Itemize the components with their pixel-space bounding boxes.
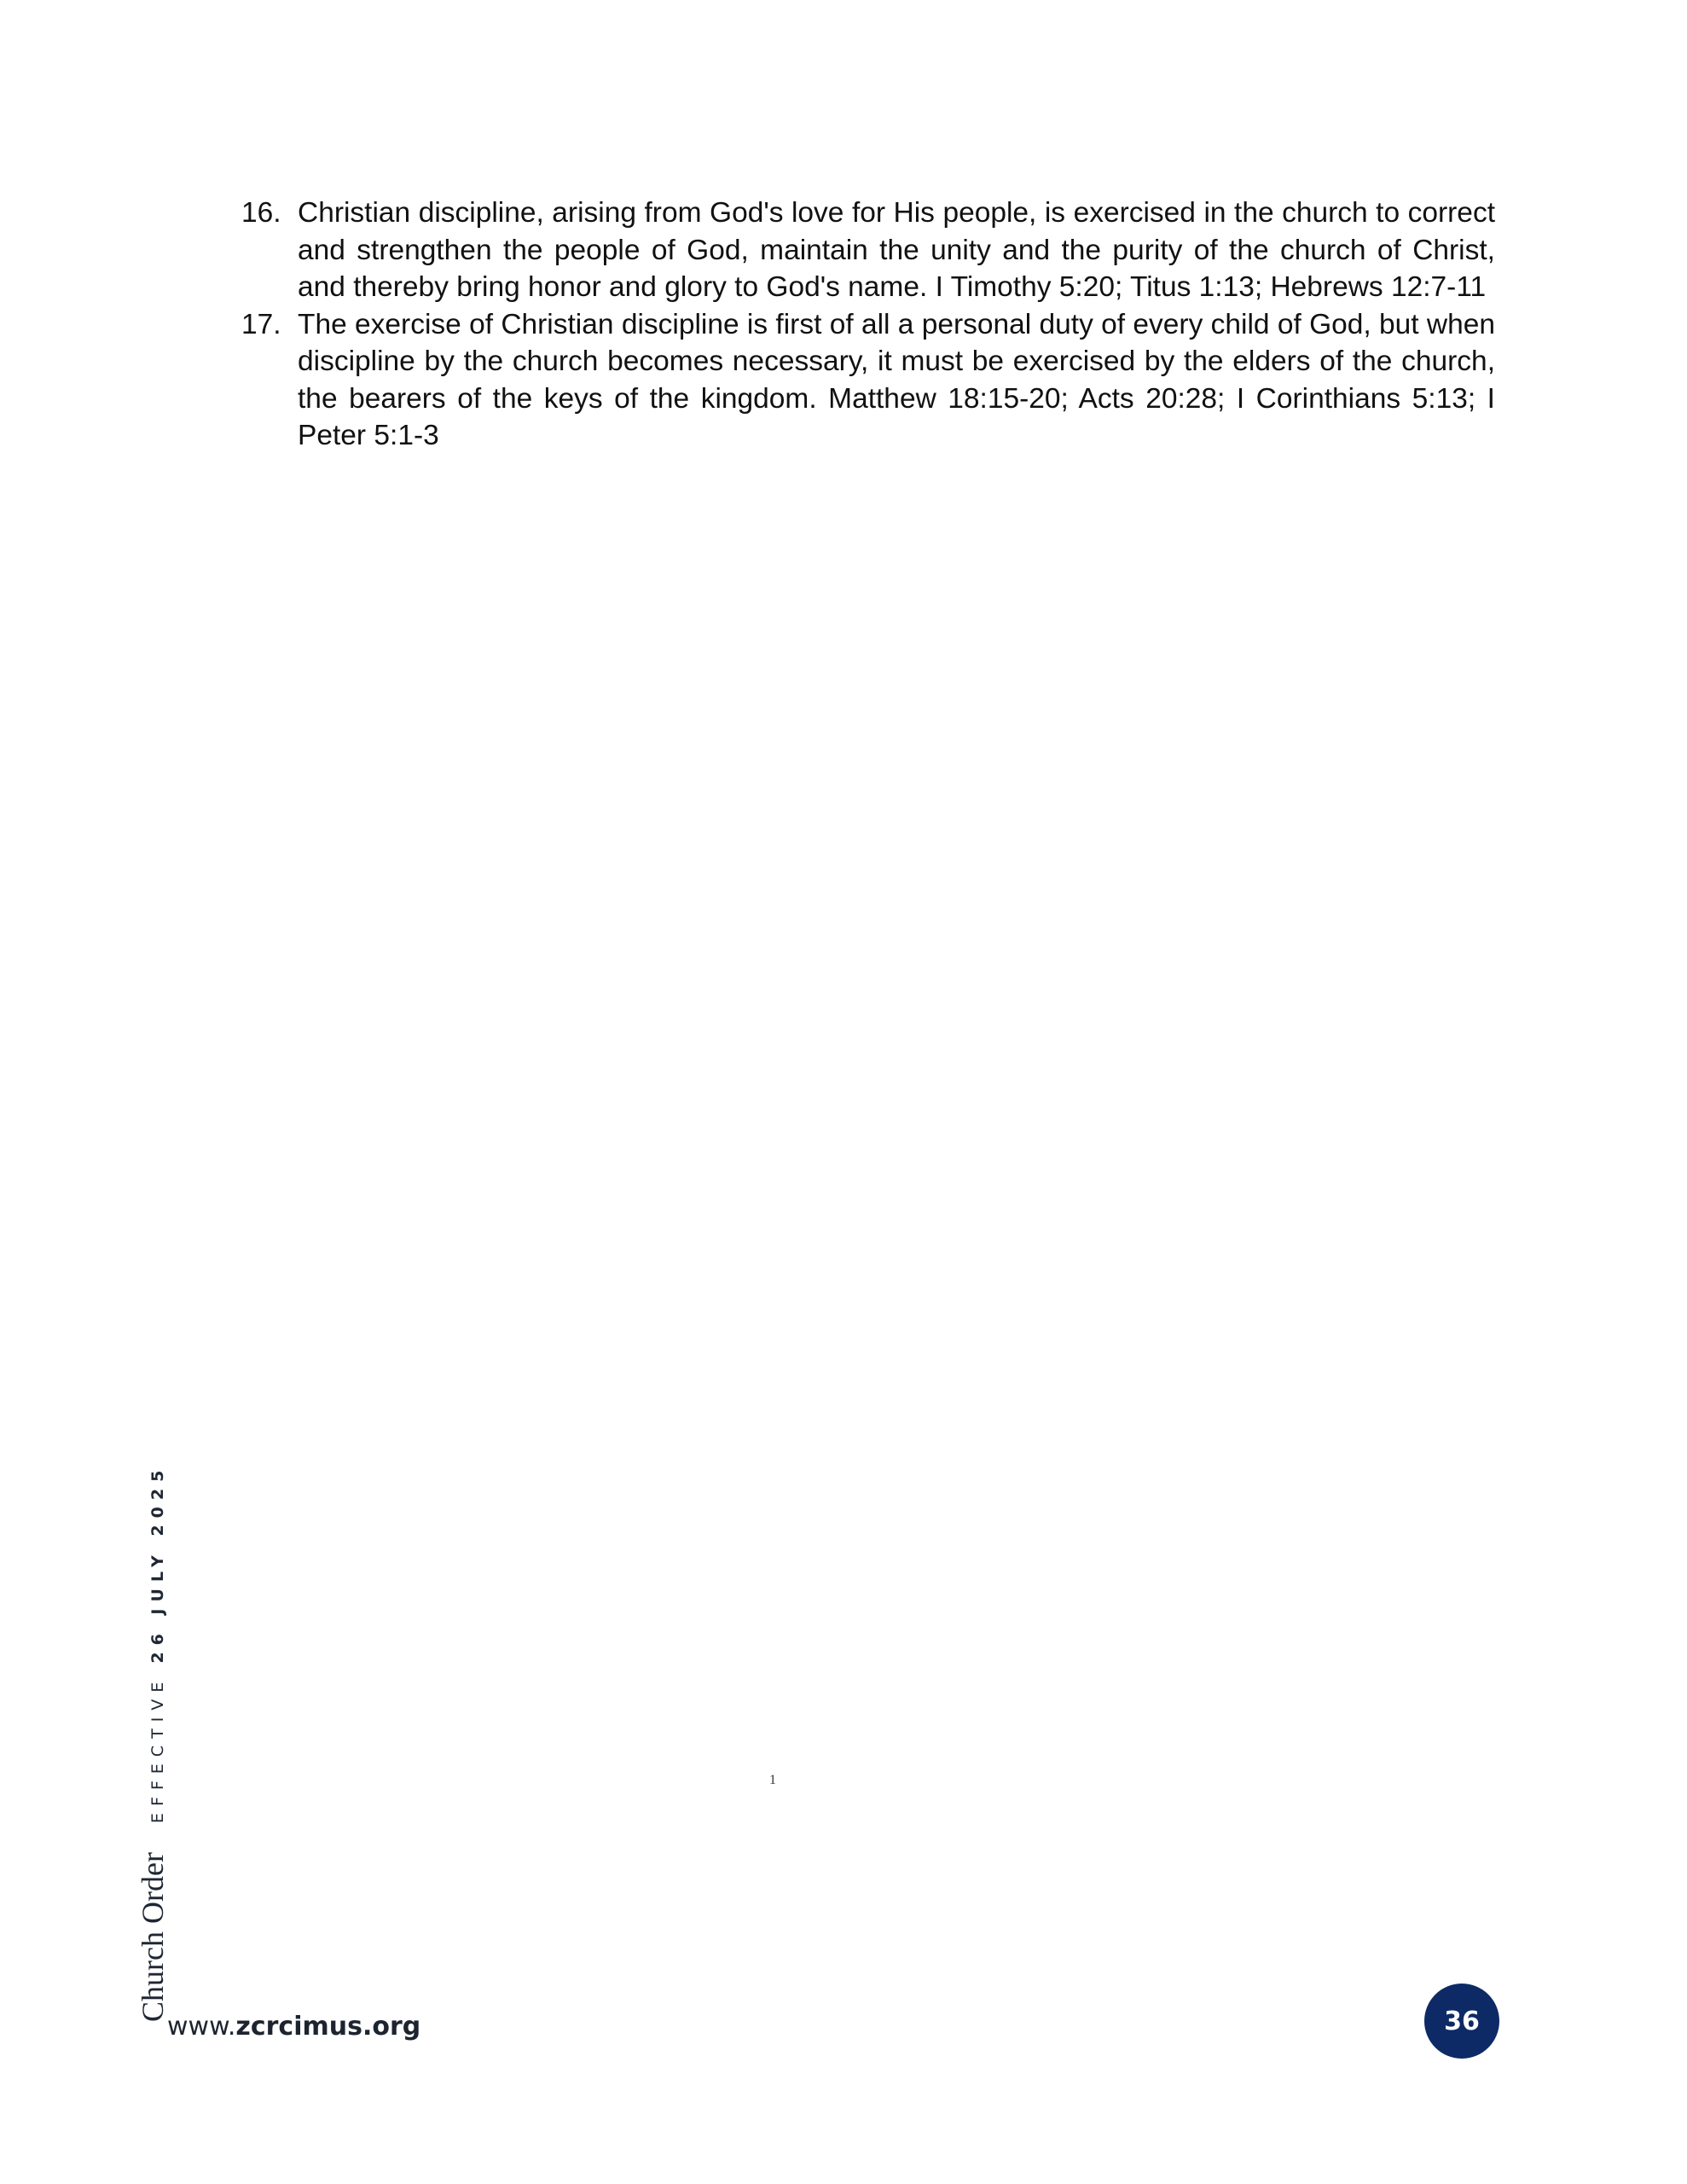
article-16 (241, 195, 1495, 306)
article-17 (241, 306, 1495, 455)
article-text: The exercise of Christian discipline is first of all a personal duty of every child of God, but when discipline by the church becomes necessary, it must be exercised by the elders of the church, the bearers of the keys of the kingdom. Matthew 18:15-20; Acts 20:28; I Corinthians 5:13; I Peter 5:1-3 (298, 308, 1495, 451)
website-domain: zcrcimus.org (235, 2012, 421, 2042)
side-brand-label (135, 1464, 171, 2022)
effective-word: EFFECTIVE (148, 1675, 167, 1824)
effective-date-label (148, 1464, 167, 1823)
effective-date: 26 JULY 2025 (148, 1463, 167, 1664)
page-number: 36 (1444, 2006, 1480, 2036)
article-number: 16. (241, 197, 281, 229)
page-number-badge (1424, 1984, 1499, 2059)
website-link[interactable] (167, 2012, 420, 2042)
article-list (241, 195, 1495, 455)
document-title: Church Order (136, 1852, 170, 2022)
website-prefix: www. (167, 2012, 236, 2042)
article-text: Christian discipline, arising from God's love for His people, is exercised in the church to correct and strengthen the people of God, maintain the unity and the purity of the church of Christ, and thereby bring honor and glory to God's name. I Timothy 5:20; Titus 1:13; Hebrews 12:7-11 (298, 197, 1495, 303)
center-mark: 1 (769, 1773, 776, 1787)
article-number: 17. (241, 308, 281, 340)
